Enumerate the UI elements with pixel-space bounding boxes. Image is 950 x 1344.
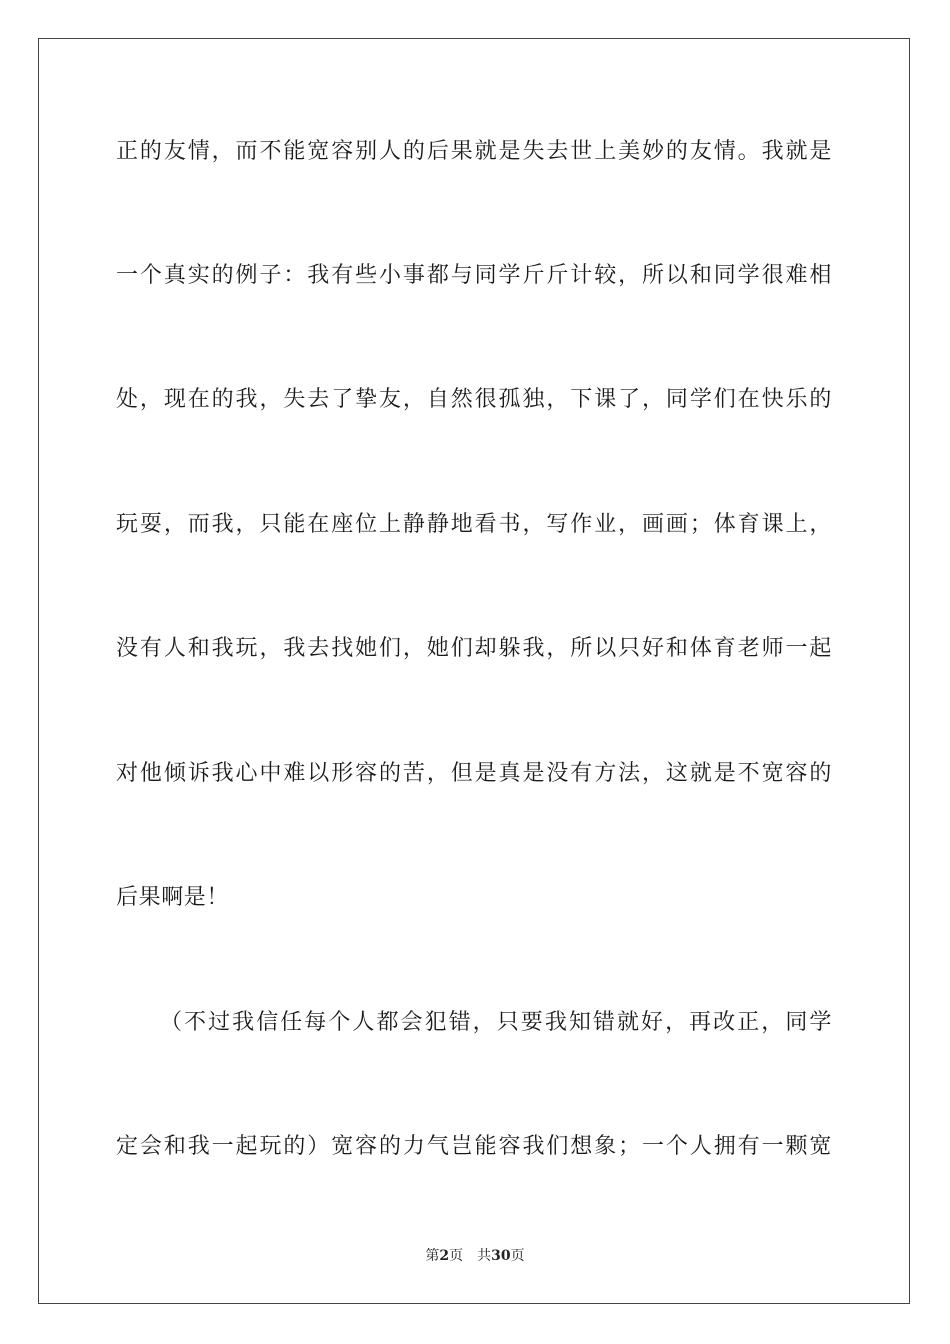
page-suffix: 页 — [449, 1248, 464, 1264]
paragraph-line: （不过我信任每个人都会犯错，只要我知错就好，再改正，同学 — [160, 1010, 832, 1035]
total-pages: 30 — [491, 1248, 511, 1264]
page-prefix: 第 — [425, 1248, 440, 1264]
page-footer — [0, 1246, 950, 1266]
page-frame — [38, 38, 910, 1304]
paragraph-line: 正的友情，而不能宽容别人的后果就是失去世上美妙的友情。我就是 — [116, 139, 832, 164]
total-suffix: 页 — [510, 1248, 525, 1264]
paragraph-line: 没有人和我玩，我去找她们，她们却躲我，所以只好和体育老师一起 — [116, 636, 832, 661]
paragraph-line: 后果啊是！ — [116, 885, 230, 910]
paragraph-line: 处，现在的我，失去了挚友，自然很孤独，下课了，同学们在快乐的 — [116, 387, 832, 412]
total-prefix: 共 — [477, 1248, 492, 1264]
paragraph-line: 玩耍，而我，只能在座位上静静地看书，写作业，画画；体育课上， — [116, 512, 832, 537]
paragraph-line: 一个真实的例子：我有些小事都与同学斤斤计较，所以和同学很难相 — [116, 263, 832, 288]
paragraph-line: 定会和我一起玩的）宽容的力气岂能容我们想象；一个人拥有一颗宽 — [116, 1134, 832, 1159]
page-number: 2 — [439, 1248, 450, 1264]
paragraph-line: 对他倾诉我心中难以形容的苦，但是真是没有方法，这就是不宽容的 — [116, 761, 832, 786]
